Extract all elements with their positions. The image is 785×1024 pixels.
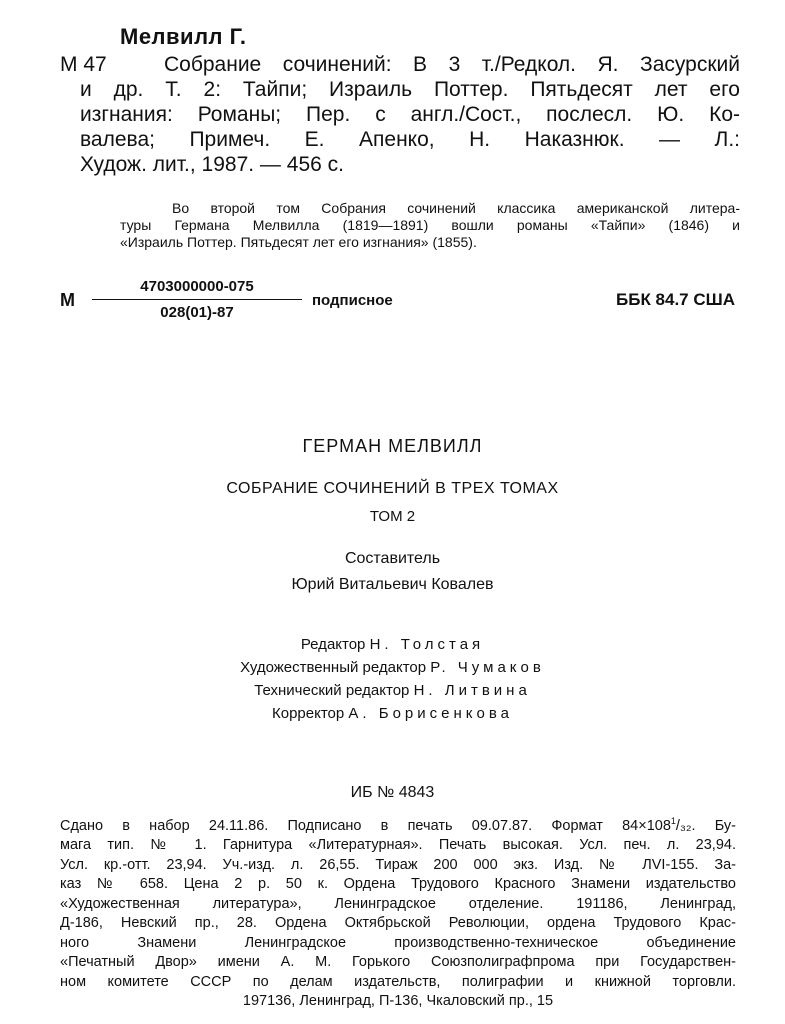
fraction-bar bbox=[92, 299, 302, 300]
imprint-line: «Художественная литература», Ленинградское отделение. 191186, Ленинград, bbox=[60, 895, 736, 912]
biblio-line: Худож. лит., 1987. — 456 с. bbox=[80, 153, 344, 176]
annotation-line: туры Германа Мелвилла (1819—1891) вошли романы «Тайпи» (1846) и bbox=[120, 217, 740, 233]
biblio-line: и др. Т. 2: Тайпи; Израиль Поттер. Пятьдесят лет его bbox=[80, 78, 740, 101]
imprint-line: каз № 658. Цена 2 р. 50 к. Ордена Трудового Красного Знамени издательство bbox=[60, 876, 736, 893]
ib-number: ИБ № 4843 bbox=[350, 784, 435, 801]
staff-role: Художественный редактор bbox=[240, 659, 427, 676]
compiler-label: Составитель bbox=[344, 550, 441, 567]
staff-name: А. Борисенкова bbox=[348, 705, 513, 722]
collection-title: СОБРАНИЕ СОЧИНЕНИЙ В ТРЕХ ТОМАХ bbox=[226, 480, 559, 497]
format-superscript: 1 bbox=[670, 816, 676, 826]
imprint-line bbox=[60, 812, 736, 836]
catalog-code: М 47 bbox=[60, 53, 107, 76]
printer-address: 197136, Ленинград, П-136, Чкаловский пр., 15 bbox=[242, 993, 554, 1010]
volume-label: ТОМ 2 bbox=[369, 508, 416, 525]
annotation-line: «Израиль Поттер. Пятьдесят лет его изгнания» (1855). bbox=[120, 234, 477, 250]
staff-role: Технический редактор bbox=[254, 682, 410, 699]
subscription-label: подписное bbox=[312, 292, 393, 309]
imprint-line: «Печатный Двор» имени А. М. Горького Союзполиграфпрома при Государствен- bbox=[60, 954, 736, 971]
imprint-line: мага тип. № 1. Гарнитура «Литературная». Печать высокая. Усл. печ. л. 23,94. bbox=[60, 837, 736, 854]
classification-row bbox=[60, 276, 735, 326]
book-author: ГЕРМАН МЕЛВИЛЛ bbox=[302, 436, 483, 456]
staff-name: Н. Толстая bbox=[369, 636, 485, 653]
imprint-text: Сдано в набор 24.11.86. Подписано в печать 09.07.87. Формат 84×108 bbox=[60, 817, 671, 834]
bbk-code: ББК 84.7 США bbox=[616, 290, 735, 309]
biblio-line: Собрание сочинений: В 3 т./Редкол. Я. Засурский bbox=[164, 53, 740, 76]
staff-editor bbox=[0, 636, 785, 653]
author-heading: Мелвилл Г. bbox=[120, 24, 247, 49]
annotation bbox=[120, 200, 740, 251]
staff-proofreader bbox=[0, 705, 785, 722]
biblio-line: изгнания: Романы; Пер. с англ./Сост., послесл. Ю. Ко- bbox=[80, 103, 740, 126]
annotation-line: Во второй том Собрания сочинений классика американской литера- bbox=[172, 200, 740, 216]
imprint-line: ного Знамени Ленинградское производственно-техническое объединение bbox=[60, 934, 736, 951]
index-denominator: 028(01)-87 bbox=[160, 304, 234, 321]
staff-tech-editor bbox=[0, 682, 785, 699]
index-letter: М bbox=[60, 290, 75, 310]
imprint-text: /₃₂. Бу- bbox=[675, 817, 736, 834]
staff-name: Н. Литвина bbox=[413, 682, 531, 699]
bibliographic-record bbox=[60, 52, 740, 177]
imprint-line: Д-186, Невский пр., 28. Ордена Октябрьской Революции, ордена Трудового Крас- bbox=[60, 915, 736, 932]
imprint-line: ном комитете СССР по делам издательств, полиграфии и книжной торговли. bbox=[60, 973, 736, 990]
index-numerator: 4703000000-075 bbox=[140, 278, 254, 295]
staff-role: Редактор bbox=[300, 636, 366, 653]
imprint-line: Усл. кр.-отт. 23,94. Уч.-изд. л. 26,55. Тираж 200 000 экз. Изд. № ЛVI-155. За- bbox=[60, 856, 736, 873]
print-imprint bbox=[60, 812, 736, 1012]
staff-art-editor bbox=[0, 659, 785, 676]
staff-role: Корректор bbox=[272, 705, 345, 722]
biblio-line: валева; Примеч. Е. Апенко, Н. Наказнюк. — Л.: bbox=[80, 128, 740, 151]
compiler-name: Юрий Витальевич Ковалев bbox=[291, 576, 494, 593]
staff-name: Р. Чумаков bbox=[430, 659, 545, 676]
